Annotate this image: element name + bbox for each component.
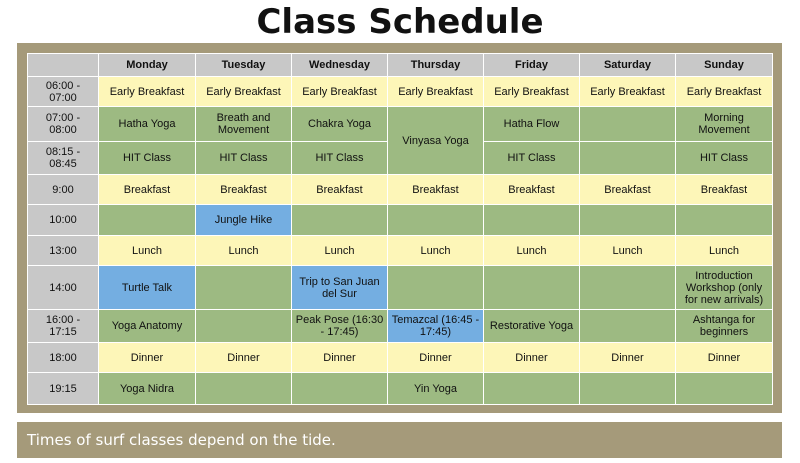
schedule-cell (196, 266, 292, 310)
day-header: Tuesday (196, 54, 292, 77)
time-cell: 18:00 (28, 343, 99, 373)
header-row (28, 54, 773, 77)
time-cell: 9:00 (28, 175, 99, 205)
schedule-cell: Dinner (676, 343, 773, 373)
time-cell: 07:00 - 08:00 (28, 107, 99, 142)
schedule-cell: Lunch (196, 236, 292, 266)
table-row (28, 373, 773, 405)
schedule-cell (580, 373, 676, 405)
schedule-cell: Early Breakfast (388, 77, 484, 107)
schedule-cell: Breath and Movement (196, 107, 292, 142)
corner-cell (28, 54, 99, 77)
schedule-cell: Hatha Yoga (99, 107, 196, 142)
day-header: Sunday (676, 54, 773, 77)
schedule-cell: Early Breakfast (292, 77, 388, 107)
schedule-cell: HIT Class (292, 142, 388, 175)
schedule-cell: HIT Class (676, 142, 773, 175)
schedule-cell: HIT Class (99, 142, 196, 175)
tide-note: Times of surf classes depend on the tide. (17, 422, 782, 458)
table-row (28, 343, 773, 373)
schedule-cell (292, 205, 388, 236)
schedule-cell (99, 205, 196, 236)
schedule-cell (196, 373, 292, 405)
schedule-cell (580, 310, 676, 343)
schedule-cell: Turtle Talk (99, 266, 196, 310)
schedule-cell (580, 205, 676, 236)
schedule-cell: Yin Yoga (388, 373, 484, 405)
schedule-cell: Early Breakfast (580, 77, 676, 107)
time-cell: 14:00 (28, 266, 99, 310)
page-title: Class Schedule (256, 2, 544, 42)
schedule-cell (292, 373, 388, 405)
schedule-cell: Dinner (484, 343, 580, 373)
schedule-cell: Dinner (580, 343, 676, 373)
time-cell: 06:00 - 07:00 (28, 77, 99, 107)
schedule-cell: Early Breakfast (484, 77, 580, 107)
table-row (28, 77, 773, 107)
schedule-cell: Temazcal (16:45 - 17:45) (388, 310, 484, 343)
schedule-cell: Lunch (99, 236, 196, 266)
schedule-cell: Early Breakfast (196, 77, 292, 107)
schedule-cell: Lunch (676, 236, 773, 266)
schedule-cell: Introduction Workshop (only for new arrivals) (676, 266, 773, 310)
schedule-cell: Early Breakfast (676, 77, 773, 107)
schedule-cell: HIT Class (484, 142, 580, 175)
schedule-cell (388, 266, 484, 310)
table-row (28, 266, 773, 310)
schedule-cell: Chakra Yoga (292, 107, 388, 142)
time-cell: 08:15 - 08:45 (28, 142, 99, 175)
time-cell: 13:00 (28, 236, 99, 266)
schedule-cell: Ashtanga for beginners (676, 310, 773, 343)
schedule-cell: HIT Class (196, 142, 292, 175)
day-header: Friday (484, 54, 580, 77)
schedule-cell: Lunch (484, 236, 580, 266)
table-row (28, 175, 773, 205)
schedule-cell (580, 142, 676, 175)
time-cell: 10:00 (28, 205, 99, 236)
schedule-cell (484, 205, 580, 236)
schedule-cell (196, 310, 292, 343)
schedule-cell: Dinner (292, 343, 388, 373)
day-header: Saturday (580, 54, 676, 77)
day-header: Thursday (388, 54, 484, 77)
schedule-cell: Hatha Flow (484, 107, 580, 142)
schedule-cell: Breakfast (99, 175, 196, 205)
table-row (28, 107, 773, 142)
schedule-cell: Breakfast (292, 175, 388, 205)
schedule-cell (580, 107, 676, 142)
schedule-cell: Breakfast (580, 175, 676, 205)
schedule-cell (388, 205, 484, 236)
schedule-cell (484, 373, 580, 405)
schedule-cell: Breakfast (676, 175, 773, 205)
schedule-cell (676, 205, 773, 236)
schedule-table (27, 53, 773, 405)
schedule-cell: Dinner (388, 343, 484, 373)
table-row (28, 236, 773, 266)
schedule-cell: Morning Movement (676, 107, 773, 142)
schedule-cell: Dinner (196, 343, 292, 373)
day-header: Wednesday (292, 54, 388, 77)
schedule-cell: Restorative Yoga (484, 310, 580, 343)
schedule-cell: Lunch (292, 236, 388, 266)
schedule-cell: Peak Pose (16:30 - 17:45) (292, 310, 388, 343)
schedule-cell: Breakfast (388, 175, 484, 205)
schedule-cell: Early Breakfast (99, 77, 196, 107)
schedule-cell: Lunch (580, 236, 676, 266)
schedule-cell (676, 373, 773, 405)
time-cell: 16:00 - 17:15 (28, 310, 99, 343)
table-row (28, 310, 773, 343)
table-row (28, 205, 773, 236)
schedule-cell: Breakfast (196, 175, 292, 205)
schedule-cell: Trip to San Juan del Sur (292, 266, 388, 310)
schedule-cell (580, 266, 676, 310)
schedule-cell: Breakfast (484, 175, 580, 205)
schedule-cell: Jungle Hike (196, 205, 292, 236)
schedule-cell: Vinyasa Yoga (388, 107, 484, 175)
schedule-cell: Yoga Nidra (99, 373, 196, 405)
schedule-cell: Yoga Anatomy (99, 310, 196, 343)
schedule-cell (484, 266, 580, 310)
day-header: Monday (99, 54, 196, 77)
time-cell: 19:15 (28, 373, 99, 405)
schedule-cell: Lunch (388, 236, 484, 266)
schedule-cell: Dinner (99, 343, 196, 373)
